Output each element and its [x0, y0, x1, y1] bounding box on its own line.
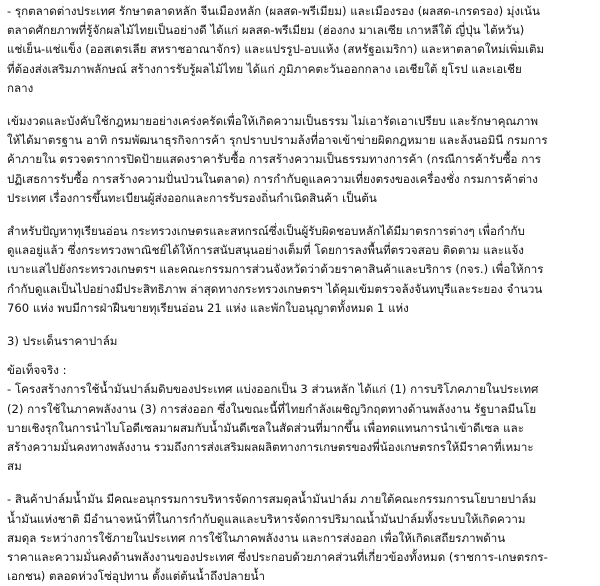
- text-line: น้ำมันแห่งชาติ มีอำนาจหน้าที่ในการกำกับดูแลและบริหารจัดการปริมาณน้ำมันปาล์มทั้งระบบให้เกิดความ: [7, 511, 526, 526]
- text-line: สำหรับปัญหาทุเรียนอ่อน กระทรวงเกษตรและสหกรณ์ซึ่งเป็นผู้รับผิดชอบหลักได้มีมาตรการต่างๆ เพื่อกำกับ: [7, 224, 525, 239]
- text-line: ปฏิเสธการรับซื้อ การสร้างความปั่นป่วนในตลาด) การกำกับดูแลความเที่ยงตรงของเครื่องชั่ง กรมการค้าต่าง: [7, 171, 538, 186]
- text-line: เบาะแสไปยังกระทรวงเกษตรฯ และคณะกรรมการส่วนจังหวัดว่าด้วยราคาสินค้าและบริการ (กจร.) เพื่อให้การ: [7, 262, 544, 277]
- text-line: เข้มงวดและบังคับใช้กฎหมายอย่างเคร่งครัดเพื่อให้เกิดความเป็นธรรม ไม่เอารัดเอาเปรียบ และรักษาคุณภาพ: [7, 114, 539, 129]
- text-line: กำกับดูแลเป็นไปอย่างมีประสิทธิภาพ ล่าสุดทางกระทรวงเกษตรฯ ได้คุมเข้มตรวจล้งจันทบุรีและระยอง จำนวน: [7, 281, 543, 296]
- text-line: สร้างความมั่นคงทางพลังงาน รวมถึงการส่งเสริมผลผลิตทางการเกษตรของพี่น้องเกษตรกรให้มีราคาที่เหมาะ: [7, 440, 534, 455]
- text-line: - รุกตลาดต่างประเทศ รักษาตลาดหลัก จีนเมืองหลัก (ผลสด-พรีเมียม) และเมืองรอง (ผลสด-เกรดรอง) มุ่งเน้น: [7, 4, 540, 18]
- paragraph-spacer: [7, 98, 592, 112]
- text-line: ที่ต้องส่งเสริมภาพลักษณ์ สร้างการรับรู้ผลไม้ไทย ได้แก่ ภูมิภาคตะวันออกกลาง เอเชียใต้ ยุโรป และเอเชีย: [7, 61, 522, 76]
- text-line: ดูแลอยู่แล้ว ซึ่งกระทรวงพาณิชย์ได้ให้การสนับสนุนอย่างเต็มที่ โดยการลงพื้นที่ตรวจสอบ ติดตาม และแจ้ง: [7, 243, 524, 258]
- text-line: - สินค้าปาล์มน้ำมัน มีคณะอนุกรรมการบริหารจัดการสมดุลน้ำมันปาล์ม ภายใต้คณะกรรมการนโยบายปาล์ม: [7, 492, 537, 507]
- paragraph-export-markets: [7, 2, 592, 98]
- text-line: แช่เย็น-แช่แข็ง (ออสเตรเลีย สหราชอาณาจักร) และแปรรูป-อบแห้ง (สหรัฐอเมริกา) และหาตลาดใหม่เพิ่มเติม: [7, 42, 545, 57]
- text-line: สม: [7, 459, 22, 474]
- paragraph-spacer: [7, 208, 592, 222]
- text-line: - โครงสร้างการใช้น้ำมันปาล์มดิบของประเทศ แบ่งออกเป็น 3 ส่วนหลัก ได้แก่ (1) การบริโภคภายในประเทศ: [7, 382, 539, 397]
- paragraph-spacer: [7, 318, 592, 332]
- text-line: กลาง: [7, 80, 34, 95]
- text-line: สมดุล ระหว่างการใช้ภายในประเทศ การใช้ในภาคพลังงาน และการส่งออก เพื่อให้เกิดเสถียรภาพด้าน: [7, 530, 506, 545]
- text-line: บายเชิงรุกในการนำไบโอดีเซลมาผสมกับน้ำมันดีเซลในสัดส่วนที่มากขึ้น เพื่อทดแทนการนำเข้าดีเซล และ: [7, 420, 524, 435]
- text-line: 760 แห่ง พบมีการฝ่าฝืนขายทุเรียนอ่อน 21 แห่ง และพักใบอนุญาตทั้งหมด 1 แห่ง: [7, 300, 409, 315]
- text-line: (2) การใช้ในภาคพลังงาน (3) การส่งออก ซึ่งในขณะนี้ที่ไทยกำลังเผชิญวิกฤตทางด้านพลังงาน รัฐบาลมีนโย: [7, 401, 537, 416]
- section-heading: 3) ประเด็นราคาปาล์ม: [7, 334, 118, 349]
- paragraph-law-enforcement: [7, 112, 592, 208]
- paragraph-young-durian: [7, 222, 592, 318]
- text-line: ประเทศ เรื่องการขึ้นทะเบียนผู้ส่งออกและการรับรองถิ่นกำเนิดสินค้า เป็นต้น: [7, 190, 377, 205]
- paragraph-spacer: [7, 351, 592, 361]
- facts-label: ข้อเท็จจริง :: [7, 363, 67, 378]
- text-line: ค้าภายใน ตรวจตราการปิดป้ายแสดงราคารับซื้อ การสร้างความเป็นธรรมทางการค้า (กรณีการค้ารับซื้อ การ: [7, 152, 541, 167]
- paragraph-palm-oil-structure: [7, 380, 592, 476]
- text-line: ให้ได้มาตรฐาน อาทิ กรมพัฒนาธุรกิจการค้า รุกปราบปรามล้งที่อาจเข้าข่ายผิดกฎหมาย และล้งนอมินี กรมการ: [7, 133, 548, 148]
- paragraph-spacer: [7, 476, 592, 490]
- text-line: ตลาดศักยภาพที่รู้จักผลไม้ไทยเป็นอย่างดี ได้แก่ ผลสด-พรีเมียม (ฮ่องกง มาเลเซีย เกาหลีใต้ ญี่ปุ่น ไต้หวัน): [7, 23, 525, 38]
- paragraph-palm-oil-committee: [7, 490, 592, 586]
- text-line: ราคาและความมั่นคงด้านพลังงานของประเทศ ซึ่งประกอบด้วยภาคส่วนที่เกี่ยวข้องทั้งหมด (ราชการ-เกษตรกร-: [7, 550, 548, 565]
- text-line: เอกชน) ตลอดห่วงโซ่อุปทาน ตั้งแต่ต้นน้ำถึงปลายน้ำ: [7, 569, 266, 584]
